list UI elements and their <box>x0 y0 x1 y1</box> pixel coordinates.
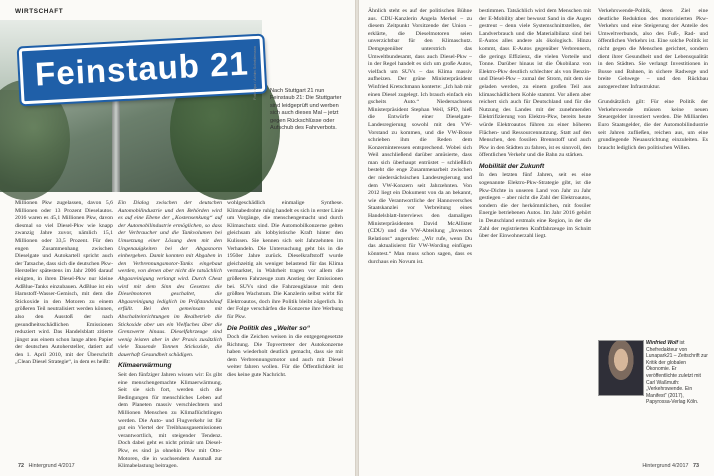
photo-credit: Foto: dpa / Achim Scheidemann <box>253 46 257 100</box>
subheading-mobilitaet: Mobilität der Zukunft <box>479 162 545 170</box>
left-page <box>0 0 355 476</box>
footer-left <box>15 463 75 469</box>
author-portrait <box>598 340 644 396</box>
body-column-6 <box>598 8 708 333</box>
body-column-5 <box>479 8 591 462</box>
body-column-3 <box>227 200 343 462</box>
author-description: ist Chefredakteur von Lunapark21 – Zeitschrift zur Kritik der globalen Ökonomie. Er veröffentlichte zuletzt mit Carl Waßmuth: „Verkehrswende. Ein Manifest“ (2017), Papyrossa-Verlag Köln. <box>646 340 708 406</box>
body-quote: Ein Dialog zwischen der deutschen Automobilindustrie und den Behörden wird es auf eine Ebene der „Kostensenkung“ auf der Automobilindustrie ermöglichen, so dass der Verbraucher und die Tankvolumen bei Umsetzung einer Lösung dem mit den Ungenauigkeiten bei der Abgasnorm einhergehen. Damit konnten mit Abgaben in den Verbrennungsmotor-Tanks eingebaut werden, von denen aber nicht die tatsächlich Abgasreinigung verlangt wird. Durch Cheat wird mit dem Sinn des Gesetzes die Dieselmotoren geschaltet, die Abgasreinigung lediglich im Prüfstandslauf erfüllt. Bei den gemeinsam mit Abschalteinrichtungen im Realbetrieb die Stickoxide aber um ein Vielfaches über die Grenzwerte hinaus. Dieselfahrzeuge sind wenig leisten aber in der Praxis zusätzlich viele Tausende Tonnen Stickoxide, die dauerhaft Gesundheit schädigen. <box>118 200 222 358</box>
body-text: Millionen Pkw zugelassen, davon 5,6 Millionen oder 13 Prozent Dieselautos. 2016 waren es 45,1 Millionen Pkw, davon diesmal so viel Diesel-Pkw wie knapp zwanzig Jahre zuvor, nämlich 15,1 Millionen oder 33,5 Prozent. Für den engen Zusammenhang zwischen Dieselgate und Autokartell spricht auch der Tatsache, dass sich die deutschen Pkw-Hersteller spätestens im Jahr 2006 darauf einigten, in ihren Diesel-Pkw nur kleine AdBlue-Tanks einzubauen. AdBlue ist ein Harnstoff-Wasser-Gemisch, mit dem die Stickoxide in den Motoren zu einem größeren Teil neutralisiert werden können, also den Ausstoß der nach gesundheitsschädlichen Emissionen reduziert wird. Das Handelsblatt zitierte jüngst aus einem schon lange alten Papier der deutschen Autohersteller, datiert auf den 1. April 2010, mit der Überschrift „Clean Diesel Strategie“, in dem es heißt: <box>15 200 113 366</box>
body-column-1 <box>15 200 113 462</box>
page-number: 73 <box>693 463 699 469</box>
issue-number: 4/2017 <box>672 463 689 469</box>
author-bio <box>646 340 708 406</box>
photo-caption: Nach Stuttgart 21 nun Feinstaub 21: Die Stuttgarter sind leidgeprüft und werben sich auch dieses Mal – jetzt gegen Rückschlüsse oder Aufschub des Fahrverbots. <box>270 88 342 132</box>
body-text: bestimmen. Tatsächlich wird dem Menschen mit der E-Mobility aber bewusst Sand in die Augen gestreut – denn viele Systemschnittstellen, der Landverbrauch und die Materialbilanz sind bei E-Autos alles andere als ökologisch. Hinzu kommt, dass E-Autos gegenüber Verbrennern, die gerings Effizienz, die vielen Vorteile und Tonne. Darüber hinaus ist die Ökobilanz von Elektro-Pkw deutlich schlechter als von Benzin- und Diesel-Pkw – zumal der Strom, mit dem sie geladen werden, zu einem großen Teil aus klimaschädlichem Kohle stammt. Vor allem aber reichert sich auch für Deutschland und für die Nutzung des Landes mit der zunehmenden Elektrifizierung von Elektro-Pkw, bereits heute würde Elektroautos führen zu einer höheren Flächen- und Ressourcennutzung. Statt auf den Menschen, den fossilen Brennstoff und auch Pkw in den Städten zu fahren, ist es sinnvoll, den öffentlichen Verkehr und die Bahn zu stärken. <box>479 8 591 159</box>
author-name: Winfried Wolf <box>646 340 679 346</box>
section-label: WIRTSCHAFT <box>15 8 64 15</box>
sign-text: Feinstaub 21 <box>34 44 250 93</box>
body-text: Doch die Zeichen weisen in die entgegengesetzte Richtung. Die Topvertreter der Autokonzerne haben wiederholt deutlich gemacht, dass sie mit dem Verbrennungsmotor und auch mit Diesel weiter fahren wollen. Für die Öffentlichkeit ist dies keine gute Nachricht. <box>227 334 343 379</box>
sign-pole <box>112 90 120 192</box>
footer-right <box>642 463 702 469</box>
issue-number: 4/2017 <box>58 463 75 469</box>
page-number: 72 <box>18 463 24 469</box>
body-column-4 <box>368 8 472 462</box>
author-box <box>598 340 708 460</box>
body-text: wohlgeschädlich einmalige Synthese. Klimabedrohte ruhig handelt es sich in erster Linie um Vorgänge, die menschengemacht und durch Klimaschutz sind. Die Automobilkonzerne gelten gleichsam als lobbyistische Kraft hinter den Kulissen. Sie kennen sich seit Jahrzehnten im Verhandeln. Die Untersuchung geht bis in die 1950er Jahre zurück. Dieselkraftstoff wurde gleichzeitig als weniger belastend für das Klima vermarktet, in Wahrheit tragen vor allem die größeren Fahrzeuge zum Anstieg der Emissionen bei. SUVs sind die Fahrzeugklasse mit dem größten Wachstum. Die Kanzlerin selbst wirbt für Elektroautos, doch ihre Politik bleibt zögerlich. In der Folge verschärfen die Konzerne ihre Werbung für Pkw. <box>227 200 343 320</box>
feinstaub-photo <box>0 20 262 192</box>
magazine-name: Hintergrund <box>28 463 57 469</box>
body-text: Ähnlich steht es auf der politischen Bühne aus. CDU-Kanzlerin Angela Merkel – zu diesem Zeitpunkt Vorsitzende der Union – erklärte, die Dieselmotoren seien unverzichtbar für den Klimaschutz. Demgegenüber unterstrich das Umweltbundesamt, dass auch Diesel-Pkw – in der Regel handelt es sich um große Autos, vielfach um SUVs – das Klima massiv aufheizen. Der grüne Ministerpräsident Winfried Kretschmann konterte: „Ich hab mir einen Diesel zugelegt. Ich brauch einfach ein gscheits Auto.“ Niedersachsens Ministerpräsident Stephan Weil, SPD, hieß die Entwürfe einer Dieselgate-Landesregierung sowohl mit den VW-Vorstand zu kommen, und die VW-Bosse schrieben ihm die Reden dem Konzerninteressen entsprechend. Wobei sich Weil anschließend darüber amüsierte, dass man sich überhaupt entrüstet – schließlich besteht die enge Zusammenarbeit zwischen der niedersächsischen Landesregierung und dem VW-Konzern seit Jahrzehnten. Von 2012 liegt ein Dokument von da an bekannt, wie die Verantwortliche der Hannoversches Staatskanzlei vor Verbreitung eines Handelsblatt-Interviews den damaligen Ministerpräsidenten David McAllister (CDU) und die VW-Abteilung „Investors Relations“ angerufen: „Wir rufe, wenn Du das aktualisierst für VW-Wording einfügen könntest.“ Man muss schon sagen, dass es durchaus ein Novum ist. <box>368 8 472 265</box>
body-text: Seit den fünfziger Jahren wissen wir: Es gibt eine menschengemachte Klimaerwärmung. Seit sie sich fort, werden sich die Bedingungen für menschliches Leben auf dem Planeten massiv verschlechtern und Millionen Menschen zu Klimaflüchtlingen werden. Die Auto- und Flugverkehr ist für gut ein Viertel der Treibhausgasemissionen verantwortlich, mit steigender Tendenz. Doch dabei geht es nicht primär um Diesel-Pkw, es sind ja ohnehin Pkw mit Otto-Motoren, die in wachsendem Ausmaß zur Klimabelastung beitragen. <box>118 372 222 470</box>
right-page <box>359 0 714 476</box>
body-text: Grundsätzlich gilt: Für eine Politik der Verkehrswende müssen keine neuen Steuergelder investiert werden. Die Milliarden Euro Staatsgelder, die der Automobilindustrie seit Jahren zufließen, reichen aus, um eine grundlegende Neuausrichtung einzuleiten. Es braucht lediglich den politischen Willen. <box>598 99 708 151</box>
body-text: In den letzten fünf Jahren, seit es eine sogenannte Elektro-Pkw-Strategie gibt, ist die Pkw-Dichte in unseren Land von Jahr zu Jahr gestiegen – aber nicht die Zahl der Elektroautos, sondern die der herkömmlichen, mit fossiler Energie betriebenen Autos. Im Jahr 2016 gehört in Deutschland erstmals eine Region, in der die Zahl der registrierten Kraftfahrzeuge im Schnitt über der Einwohnerzahl liegt. <box>479 172 591 240</box>
subheading-klimaerwaermung: Klimaerwärmung <box>118 362 172 370</box>
body-column-2 <box>118 200 222 470</box>
subheading-politik: Die Politik des „Weiter so“ <box>227 324 311 332</box>
body-text: Verkehrswende-Politik, deren Ziel eine deutliche Reduktion des motorisierten Pkw-Verkehrs und eine Steigerung der Anteile des Umweltverbunds, also des Fuß-, Rad- und öffentlichen Verkehrs ist. Eine solche Politik ist nicht gegen die Menschen gerichtet, sondern dient ihrer Gesundheit und der Lebensqualität in den Städten. Sie verlangt Investitionen in Busse und Bahnen, in sichere Radwege und breite Gehwege – und den Rückbau autogerechter Infrastruktur. <box>598 8 708 90</box>
magazine-name: Hintergrund <box>642 463 671 469</box>
